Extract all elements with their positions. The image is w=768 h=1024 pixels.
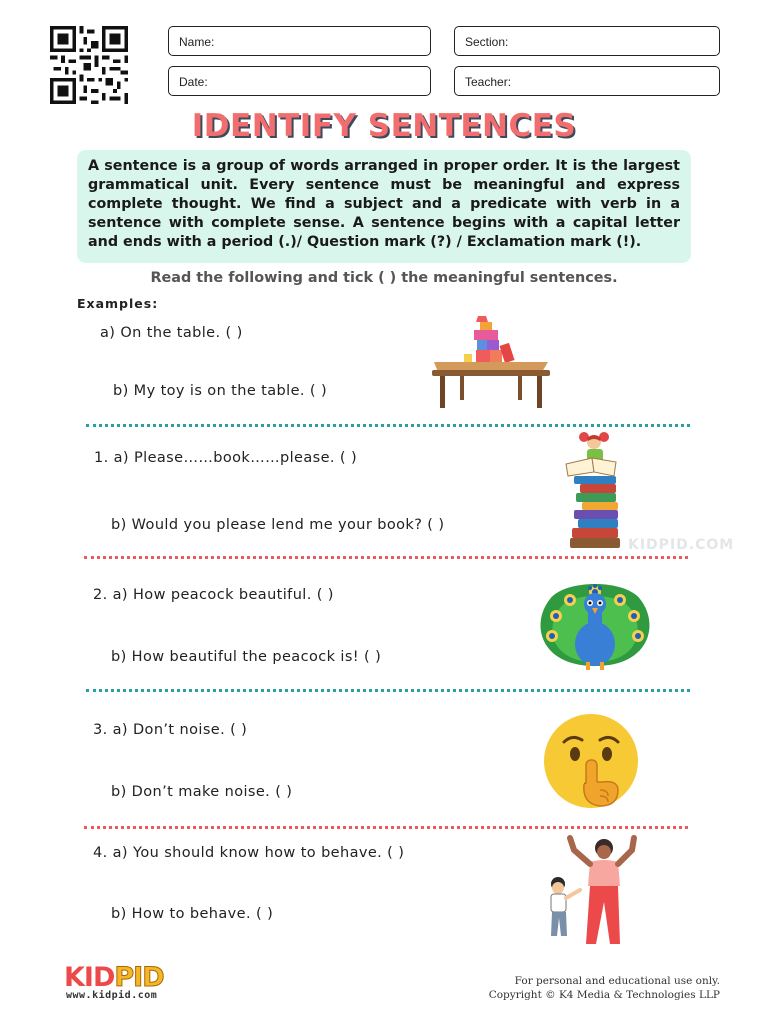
question-1-option-b[interactable]: b) Would you please lend me your book? ( ): [111, 517, 445, 533]
section-divider: [86, 424, 690, 427]
question-3-option-b[interactable]: b) Don’t make noise. ( ): [111, 784, 293, 800]
logo-pid-text: PID: [114, 962, 164, 993]
kidpid-logo: [64, 962, 164, 993]
example-option-b[interactable]: b) My toy is on the table. ( ): [113, 383, 328, 399]
shush-emoji-icon: [542, 712, 640, 810]
section-divider: [84, 826, 688, 829]
question-1-option-a[interactable]: 1. a) Please……book……please. ( ): [94, 450, 358, 466]
question-2-option-a[interactable]: 2. a) How peacock beautiful. ( ): [93, 587, 334, 603]
footer-notice: [489, 974, 720, 1002]
section-field[interactable]: [454, 26, 720, 56]
girl-on-books-icon: [560, 432, 626, 550]
footer-line-2: Copyright © K4 Media & Technologies LLP: [488, 989, 720, 1001]
qr-code-icon: [47, 26, 131, 104]
question-4-option-b[interactable]: b) How to behave. ( ): [111, 906, 274, 922]
logo-kid-text: KID: [64, 962, 115, 993]
name-field[interactable]: [168, 26, 431, 56]
example-option-a[interactable]: a) On the table. ( ): [100, 325, 243, 341]
section-divider: [86, 689, 690, 692]
teacher-label: Teacher:: [465, 75, 512, 89]
watermark: KIDPID.COM: [628, 537, 735, 553]
teacher-field[interactable]: [454, 66, 720, 96]
instruction-text: Read the following and tick ( ) the meaningful sentences.: [150, 270, 618, 286]
name-label: Name:: [179, 35, 215, 49]
date-field[interactable]: [168, 66, 431, 96]
page-title: IDENTIFY SENTENCES: [191, 108, 577, 144]
section-divider: [84, 556, 688, 559]
question-4-option-a[interactable]: 4. a) You should know how to behave. ( ): [93, 845, 405, 861]
section-label: Section:: [465, 35, 509, 49]
table-with-toy-blocks-icon: [430, 316, 552, 410]
adult-and-child-icon: [540, 832, 640, 946]
peacock-icon: [530, 574, 660, 672]
examples-label: Examples:: [77, 296, 159, 311]
question-2-option-b[interactable]: b) How beautiful the peacock is! ( ): [111, 649, 382, 665]
logo-url[interactable]: www.kidpid.com: [66, 990, 158, 1001]
intro-box: A sentence is a group of words arranged in proper order. It is the largest grammatical unit. Every sentence must be meaningful and express complete thought. We find a subject and a predicate with verb in a sentence with complete sense. A sentence begins with a capital letter and ends with a period (.)/ Question mark (?) / Exclamation mark (!).: [77, 150, 691, 263]
date-label: Date:: [179, 75, 208, 89]
question-3-option-a[interactable]: 3. a) Don’t noise. ( ): [93, 722, 248, 738]
footer-line-1: For personal and educational use only.: [514, 975, 720, 987]
